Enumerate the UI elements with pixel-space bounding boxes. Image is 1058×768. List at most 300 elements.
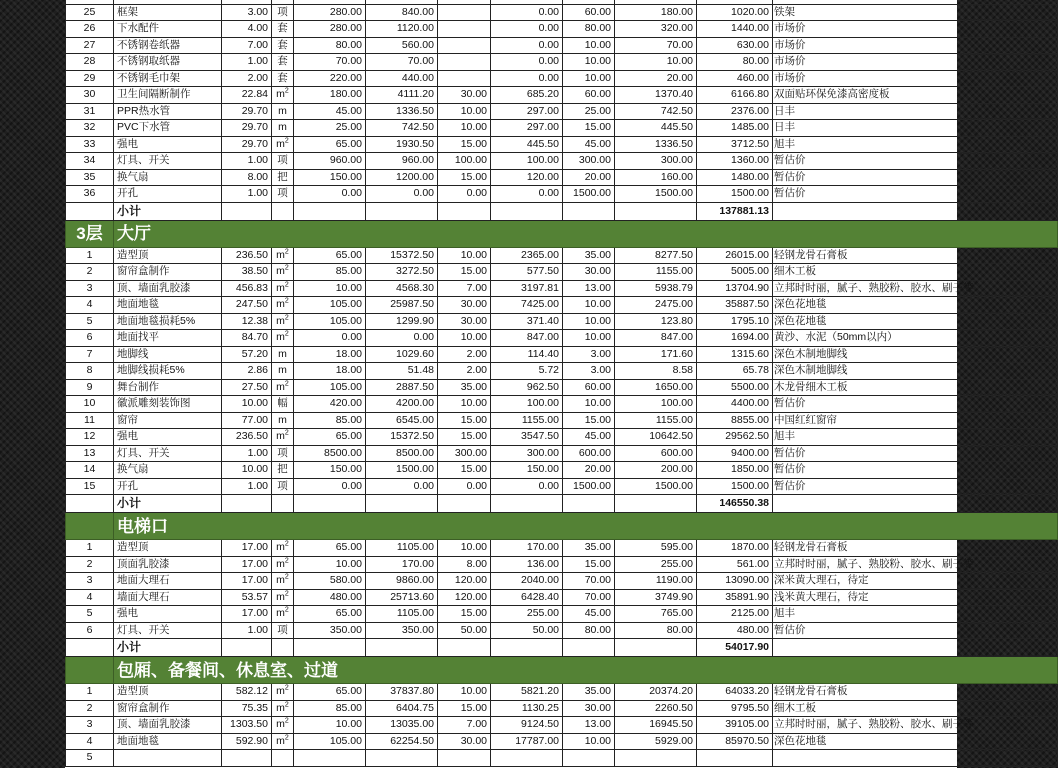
aux-price[interactable]: 20.00 — [563, 169, 615, 186]
remark[interactable]: 暂估价 — [773, 478, 1058, 495]
item-name[interactable]: 造型顶 — [114, 247, 222, 264]
item-name[interactable]: 灯具、开关 — [114, 445, 222, 462]
item-name[interactable]: 开孔 — [114, 478, 222, 495]
remark[interactable]: 中国红红窗帘 — [773, 412, 1058, 429]
material-amount[interactable]: 1336.50 — [366, 103, 438, 120]
labor-price[interactable] — [438, 37, 491, 54]
material-amount[interactable]: 25713.60 — [366, 589, 438, 606]
row-total[interactable]: 39105.00 — [697, 717, 773, 734]
item-name[interactable]: 地脚线损耗5% — [114, 363, 222, 380]
row-total[interactable]: 1850.00 — [697, 462, 773, 479]
aux-amount[interactable]: 1336.50 — [615, 136, 697, 153]
row-total[interactable]: 1500.00 — [697, 186, 773, 203]
unit-price[interactable]: 105.00 — [294, 379, 366, 396]
row-total[interactable]: 3712.50 — [697, 136, 773, 153]
aux-price[interactable]: 80.00 — [563, 21, 615, 38]
unit-price[interactable]: 18.00 — [294, 346, 366, 363]
aux-price[interactable]: 60.00 — [563, 87, 615, 104]
material-amount[interactable]: 170.00 — [366, 556, 438, 573]
unit-price[interactable]: 10.00 — [294, 717, 366, 734]
remark[interactable]: 细木工板 — [773, 700, 1058, 717]
row-number[interactable]: 1 — [66, 540, 114, 557]
unit[interactable]: m — [272, 363, 294, 380]
unit-price[interactable]: 180.00 — [294, 87, 366, 104]
row-total[interactable]: 29562.50 — [697, 429, 773, 446]
labor-amount[interactable]: 0.00 — [491, 478, 563, 495]
aux-price[interactable]: 60.00 — [563, 4, 615, 21]
row-total[interactable]: 64033.20 — [697, 684, 773, 701]
material-amount[interactable]: 350.00 — [366, 622, 438, 639]
row-number[interactable]: 33 — [66, 136, 114, 153]
unit-price[interactable]: 85.00 — [294, 412, 366, 429]
unit-price[interactable]: 0.00 — [294, 478, 366, 495]
aux-amount[interactable]: 1370.40 — [615, 87, 697, 104]
remark[interactable]: 旭丰 — [773, 429, 1058, 446]
labor-amount[interactable]: 300.00 — [491, 445, 563, 462]
aux-amount[interactable]: 300.00 — [615, 153, 697, 170]
unit[interactable]: $m^2$ — [272, 684, 294, 701]
aux-price[interactable]: 13.00 — [563, 280, 615, 297]
unit-price[interactable]: 580.00 — [294, 573, 366, 590]
quantity[interactable]: 8.00 — [222, 169, 272, 186]
item-name[interactable]: 换气扇 — [114, 462, 222, 479]
item-name[interactable]: 换气扇 — [114, 169, 222, 186]
labor-price[interactable]: 15.00 — [438, 462, 491, 479]
labor-price[interactable]: 15.00 — [438, 169, 491, 186]
row-number[interactable]: 35 — [66, 169, 114, 186]
quantity[interactable]: 236.50 — [222, 247, 272, 264]
row-total[interactable]: 2376.00 — [697, 103, 773, 120]
aux-price[interactable] — [563, 750, 615, 767]
aux-price[interactable]: 25.00 — [563, 103, 615, 120]
quantity[interactable]: 38.50 — [222, 264, 272, 281]
labor-amount[interactable]: 3197.81 — [491, 280, 563, 297]
item-name[interactable]: 顶、墙面乳胶漆 — [114, 280, 222, 297]
labor-amount[interactable]: 9124.50 — [491, 717, 563, 734]
quantity[interactable]: 29.70 — [222, 136, 272, 153]
unit-price[interactable]: 65.00 — [294, 247, 366, 264]
row-number[interactable]: 1 — [66, 247, 114, 264]
unit[interactable]: $m^2$ — [272, 313, 294, 330]
labor-amount[interactable]: 114.40 — [491, 346, 563, 363]
item-name[interactable]: 地面大理石 — [114, 573, 222, 590]
labor-price[interactable]: 120.00 — [438, 573, 491, 590]
quantity[interactable]: 29.70 — [222, 103, 272, 120]
aux-amount[interactable]: 600.00 — [615, 445, 697, 462]
aux-amount[interactable]: 100.00 — [615, 396, 697, 413]
aux-price[interactable]: 10.00 — [563, 396, 615, 413]
row-number[interactable]: 4 — [66, 733, 114, 750]
aux-price[interactable]: 15.00 — [563, 556, 615, 573]
row-total[interactable]: 561.00 — [697, 556, 773, 573]
row-total[interactable]: 35887.50 — [697, 297, 773, 314]
aux-price[interactable]: 3.00 — [563, 363, 615, 380]
aux-amount[interactable]: 1650.00 — [615, 379, 697, 396]
unit[interactable]: $m^2$ — [272, 297, 294, 314]
quantity[interactable]: 236.50 — [222, 429, 272, 446]
aux-price[interactable]: 1500.00 — [563, 186, 615, 203]
unit-price[interactable]: 10.00 — [294, 280, 366, 297]
item-name[interactable]: PPR热水管 — [114, 103, 222, 120]
row-number[interactable]: 14 — [66, 462, 114, 479]
row-number[interactable]: 1 — [66, 684, 114, 701]
remark[interactable]: 暂估价 — [773, 462, 1058, 479]
row-total[interactable]: 80.00 — [697, 54, 773, 71]
quantity[interactable]: 53.57 — [222, 589, 272, 606]
remark[interactable]: 轻钢龙骨石膏板 — [773, 540, 1058, 557]
unit[interactable]: $m^2$ — [272, 330, 294, 347]
row-number[interactable]: 27 — [66, 37, 114, 54]
row-number[interactable]: 34 — [66, 153, 114, 170]
quantity[interactable]: 1.00 — [222, 186, 272, 203]
quantity[interactable]: 17.00 — [222, 556, 272, 573]
row-total[interactable]: 6166.80 — [697, 87, 773, 104]
unit[interactable]: 项 — [272, 186, 294, 203]
labor-price[interactable]: 10.00 — [438, 540, 491, 557]
aux-price[interactable]: 15.00 — [563, 120, 615, 137]
labor-price[interactable]: 10.00 — [438, 103, 491, 120]
row-total[interactable]: 35891.90 — [697, 589, 773, 606]
material-amount[interactable]: 4111.20 — [366, 87, 438, 104]
row-number[interactable]: 11 — [66, 412, 114, 429]
labor-price[interactable]: 30.00 — [438, 297, 491, 314]
unit-price[interactable]: 150.00 — [294, 169, 366, 186]
aux-amount[interactable]: 180.00 — [615, 4, 697, 21]
item-name[interactable]: 灯具、开关 — [114, 622, 222, 639]
labor-price[interactable]: 50.00 — [438, 622, 491, 639]
row-total[interactable]: 480.00 — [697, 622, 773, 639]
row-total[interactable]: 4400.00 — [697, 396, 773, 413]
labor-amount[interactable]: 136.00 — [491, 556, 563, 573]
unit-price[interactable]: 65.00 — [294, 540, 366, 557]
row-total[interactable]: 1500.00 — [697, 478, 773, 495]
aux-price[interactable]: 35.00 — [563, 247, 615, 264]
aux-amount[interactable]: 160.00 — [615, 169, 697, 186]
row-number[interactable]: 4 — [66, 589, 114, 606]
labor-price[interactable]: 10.00 — [438, 247, 491, 264]
unit-price[interactable]: 350.00 — [294, 622, 366, 639]
aux-amount[interactable]: 595.00 — [615, 540, 697, 557]
unit[interactable]: $m^2$ — [272, 700, 294, 717]
aux-price[interactable]: 10.00 — [563, 313, 615, 330]
item-name[interactable]: 强电 — [114, 136, 222, 153]
aux-amount[interactable]: 1190.00 — [615, 573, 697, 590]
unit[interactable]: $m^2$ — [272, 136, 294, 153]
labor-price[interactable]: 100.00 — [438, 153, 491, 170]
row-total[interactable]: 1480.00 — [697, 169, 773, 186]
labor-price[interactable]: 8.00 — [438, 556, 491, 573]
row-number[interactable]: 13 — [66, 445, 114, 462]
unit-price[interactable]: 105.00 — [294, 733, 366, 750]
remark[interactable]: 暂估价 — [773, 169, 1058, 186]
row-number[interactable]: 32 — [66, 120, 114, 137]
quantity[interactable]: 10.00 — [222, 396, 272, 413]
aux-amount[interactable]: 20374.20 — [615, 684, 697, 701]
remark[interactable]: 深米黄大理石，待定 — [773, 573, 1058, 590]
labor-price[interactable]: 0.00 — [438, 186, 491, 203]
unit-price[interactable]: 10.00 — [294, 556, 366, 573]
item-name[interactable]: 徽派雕刻装饰图 — [114, 396, 222, 413]
material-amount[interactable]: 440.00 — [366, 70, 438, 87]
labor-amount[interactable]: 3547.50 — [491, 429, 563, 446]
aux-price[interactable]: 10.00 — [563, 37, 615, 54]
row-total[interactable]: 85970.50 — [697, 733, 773, 750]
row-total[interactable]: 8855.00 — [697, 412, 773, 429]
unit-price[interactable]: 45.00 — [294, 103, 366, 120]
aux-amount[interactable]: 171.60 — [615, 346, 697, 363]
unit[interactable] — [272, 750, 294, 767]
item-name[interactable]: 顶、墙面乳胶漆 — [114, 717, 222, 734]
row-total[interactable]: 5005.00 — [697, 264, 773, 281]
material-amount[interactable]: 1120.00 — [366, 21, 438, 38]
item-name[interactable]: 地面找平 — [114, 330, 222, 347]
remark[interactable]: 轻钢龙骨石膏板 — [773, 684, 1058, 701]
quantity[interactable]: 592.90 — [222, 733, 272, 750]
unit-price[interactable]: 280.00 — [294, 21, 366, 38]
quantity[interactable]: 3.00 — [222, 4, 272, 21]
remark[interactable]: 黄沙、水泥（50mm以内） — [773, 330, 1058, 347]
labor-amount[interactable]: 0.00 — [491, 37, 563, 54]
unit[interactable]: $m^2$ — [272, 280, 294, 297]
labor-amount[interactable]: 150.00 — [491, 462, 563, 479]
unit-price[interactable]: 8500.00 — [294, 445, 366, 462]
item-name[interactable]: 地面地毯损耗5% — [114, 313, 222, 330]
labor-amount[interactable]: 297.00 — [491, 103, 563, 120]
labor-amount[interactable]: 2365.00 — [491, 247, 563, 264]
material-amount[interactable]: 62254.50 — [366, 733, 438, 750]
labor-amount[interactable]: 297.00 — [491, 120, 563, 137]
labor-price[interactable]: 35.00 — [438, 379, 491, 396]
row-total[interactable]: 460.00 — [697, 70, 773, 87]
remark[interactable]: 市场价 — [773, 70, 1058, 87]
row-number[interactable]: 6 — [66, 622, 114, 639]
aux-price[interactable]: 15.00 — [563, 412, 615, 429]
unit[interactable]: m — [272, 412, 294, 429]
labor-price[interactable]: 10.00 — [438, 684, 491, 701]
unit[interactable]: $m^2$ — [272, 429, 294, 446]
material-amount[interactable]: 6545.00 — [366, 412, 438, 429]
material-amount[interactable]: 6404.75 — [366, 700, 438, 717]
remark[interactable]: 深色木制地脚线 — [773, 346, 1058, 363]
labor-price[interactable]: 15.00 — [438, 136, 491, 153]
labor-price[interactable] — [438, 70, 491, 87]
remark[interactable]: 双面贴环保免漆高密度板 — [773, 87, 1058, 104]
quantity[interactable]: 29.70 — [222, 120, 272, 137]
remark[interactable]: 旭丰 — [773, 136, 1058, 153]
labor-amount[interactable]: 7425.00 — [491, 297, 563, 314]
aux-amount[interactable]: 1500.00 — [615, 478, 697, 495]
quantity[interactable]: 1303.50 — [222, 717, 272, 734]
row-total[interactable]: 2125.00 — [697, 606, 773, 623]
labor-price[interactable] — [438, 21, 491, 38]
quantity[interactable]: 17.00 — [222, 606, 272, 623]
item-name[interactable] — [114, 750, 222, 767]
quantity[interactable]: 84.70 — [222, 330, 272, 347]
aux-price[interactable]: 35.00 — [563, 540, 615, 557]
row-number[interactable]: 30 — [66, 87, 114, 104]
material-amount[interactable]: 0.00 — [366, 186, 438, 203]
aux-amount[interactable]: 8277.50 — [615, 247, 697, 264]
remark[interactable]: 深色花地毯 — [773, 733, 1058, 750]
labor-amount[interactable]: 577.50 — [491, 264, 563, 281]
unit-price[interactable]: 85.00 — [294, 700, 366, 717]
material-amount[interactable]: 742.50 — [366, 120, 438, 137]
aux-price[interactable]: 45.00 — [563, 136, 615, 153]
remark[interactable]: 暂估价 — [773, 445, 1058, 462]
row-number[interactable]: 31 — [66, 103, 114, 120]
unit-price[interactable] — [294, 750, 366, 767]
labor-amount[interactable]: 1130.25 — [491, 700, 563, 717]
row-number[interactable]: 2 — [66, 700, 114, 717]
material-amount[interactable]: 1930.50 — [366, 136, 438, 153]
remark[interactable]: 深色花地毯 — [773, 297, 1058, 314]
labor-amount[interactable]: 5.72 — [491, 363, 563, 380]
remark[interactable]: 日丰 — [773, 103, 1058, 120]
labor-amount[interactable]: 50.00 — [491, 622, 563, 639]
quantity[interactable]: 1.00 — [222, 622, 272, 639]
remark[interactable] — [773, 750, 1058, 767]
labor-price[interactable]: 120.00 — [438, 589, 491, 606]
unit-price[interactable]: 70.00 — [294, 54, 366, 71]
remark[interactable]: 铁架 — [773, 4, 1058, 21]
aux-amount[interactable]: 1500.00 — [615, 186, 697, 203]
material-amount[interactable]: 960.00 — [366, 153, 438, 170]
quantity[interactable]: 10.00 — [222, 462, 272, 479]
unit-price[interactable]: 18.00 — [294, 363, 366, 380]
unit-price[interactable]: 65.00 — [294, 606, 366, 623]
unit-price[interactable]: 65.00 — [294, 429, 366, 446]
material-amount[interactable]: 0.00 — [366, 478, 438, 495]
quantity[interactable]: 27.50 — [222, 379, 272, 396]
item-name[interactable]: 不锈钢卷纸器 — [114, 37, 222, 54]
row-total[interactable]: 13704.90 — [697, 280, 773, 297]
material-amount[interactable]: 15372.50 — [366, 429, 438, 446]
item-name[interactable]: 灯具、开关 — [114, 153, 222, 170]
labor-price[interactable] — [438, 750, 491, 767]
row-number[interactable]: 28 — [66, 54, 114, 71]
aux-price[interactable]: 13.00 — [563, 717, 615, 734]
remark[interactable]: 暂估价 — [773, 396, 1058, 413]
unit[interactable]: $m^2$ — [272, 589, 294, 606]
aux-amount[interactable]: 445.50 — [615, 120, 697, 137]
row-number[interactable]: 26 — [66, 21, 114, 38]
quantity[interactable]: 17.00 — [222, 540, 272, 557]
material-amount[interactable]: 1200.00 — [366, 169, 438, 186]
unit-price[interactable]: 0.00 — [294, 330, 366, 347]
aux-amount[interactable]: 765.00 — [615, 606, 697, 623]
labor-price[interactable]: 15.00 — [438, 700, 491, 717]
labor-price[interactable]: 10.00 — [438, 120, 491, 137]
unit[interactable]: $m^2$ — [272, 717, 294, 734]
unit[interactable]: $m^2$ — [272, 264, 294, 281]
aux-price[interactable]: 300.00 — [563, 153, 615, 170]
quantity[interactable]: 77.00 — [222, 412, 272, 429]
aux-price[interactable]: 10.00 — [563, 54, 615, 71]
row-number[interactable]: 5 — [66, 750, 114, 767]
material-amount[interactable] — [366, 750, 438, 767]
item-name[interactable]: PVC下水管 — [114, 120, 222, 137]
item-name[interactable]: 窗帘 — [114, 412, 222, 429]
material-amount[interactable]: 8500.00 — [366, 445, 438, 462]
quantity[interactable]: 2.00 — [222, 70, 272, 87]
aux-price[interactable]: 70.00 — [563, 589, 615, 606]
aux-price[interactable]: 35.00 — [563, 684, 615, 701]
remark[interactable]: 细木工板 — [773, 264, 1058, 281]
material-amount[interactable]: 1029.60 — [366, 346, 438, 363]
labor-price[interactable]: 30.00 — [438, 313, 491, 330]
quantity[interactable]: 1.00 — [222, 445, 272, 462]
labor-amount[interactable]: 100.00 — [491, 396, 563, 413]
row-number[interactable]: 3 — [66, 717, 114, 734]
aux-price[interactable]: 45.00 — [563, 606, 615, 623]
aux-price[interactable]: 10.00 — [563, 297, 615, 314]
aux-amount[interactable]: 1155.00 — [615, 264, 697, 281]
labor-amount[interactable]: 0.00 — [491, 4, 563, 21]
item-name[interactable]: 框架 — [114, 4, 222, 21]
unit-price[interactable]: 420.00 — [294, 396, 366, 413]
aux-price[interactable]: 30.00 — [563, 700, 615, 717]
row-number[interactable]: 9 — [66, 379, 114, 396]
aux-price[interactable]: 600.00 — [563, 445, 615, 462]
aux-price[interactable]: 80.00 — [563, 622, 615, 639]
aux-amount[interactable]: 70.00 — [615, 37, 697, 54]
row-total[interactable]: 630.00 — [697, 37, 773, 54]
labor-price[interactable]: 30.00 — [438, 733, 491, 750]
material-amount[interactable]: 13035.00 — [366, 717, 438, 734]
labor-amount[interactable]: 0.00 — [491, 70, 563, 87]
material-amount[interactable]: 25987.50 — [366, 297, 438, 314]
row-number[interactable]: 25 — [66, 4, 114, 21]
quantity[interactable]: 1.00 — [222, 153, 272, 170]
remark[interactable]: 木龙骨细木工板 — [773, 379, 1058, 396]
labor-price[interactable]: 30.00 — [438, 87, 491, 104]
aux-amount[interactable]: 20.00 — [615, 70, 697, 87]
material-amount[interactable]: 51.48 — [366, 363, 438, 380]
remark[interactable]: 暂估价 — [773, 153, 1058, 170]
unit[interactable]: 把 — [272, 169, 294, 186]
quantity[interactable]: 1.00 — [222, 478, 272, 495]
quantity[interactable]: 4.00 — [222, 21, 272, 38]
material-amount[interactable]: 1105.00 — [366, 606, 438, 623]
quantity[interactable]: 12.38 — [222, 313, 272, 330]
labor-price[interactable]: 2.00 — [438, 346, 491, 363]
aux-amount[interactable]: 847.00 — [615, 330, 697, 347]
unit[interactable]: $m^2$ — [272, 247, 294, 264]
labor-amount[interactable]: 6428.40 — [491, 589, 563, 606]
labor-amount[interactable]: 685.20 — [491, 87, 563, 104]
labor-amount[interactable]: 371.40 — [491, 313, 563, 330]
unit[interactable]: $m^2$ — [272, 606, 294, 623]
labor-amount[interactable]: 0.00 — [491, 54, 563, 71]
unit[interactable]: 项 — [272, 153, 294, 170]
row-number[interactable]: 29 — [66, 70, 114, 87]
unit-price[interactable]: 105.00 — [294, 297, 366, 314]
item-name[interactable]: 墙面大理石 — [114, 589, 222, 606]
item-name[interactable]: 地面地毯 — [114, 733, 222, 750]
unit-price[interactable]: 80.00 — [294, 37, 366, 54]
labor-price[interactable]: 15.00 — [438, 606, 491, 623]
unit[interactable]: $m^2$ — [272, 87, 294, 104]
quantity[interactable]: 17.00 — [222, 573, 272, 590]
aux-price[interactable]: 60.00 — [563, 379, 615, 396]
unit[interactable]: 套 — [272, 37, 294, 54]
unit[interactable]: $m^2$ — [272, 733, 294, 750]
item-name[interactable]: 地脚线 — [114, 346, 222, 363]
labor-price[interactable]: 300.00 — [438, 445, 491, 462]
row-number[interactable]: 2 — [66, 264, 114, 281]
remark[interactable]: 日丰 — [773, 120, 1058, 137]
quantity[interactable]: 75.35 — [222, 700, 272, 717]
